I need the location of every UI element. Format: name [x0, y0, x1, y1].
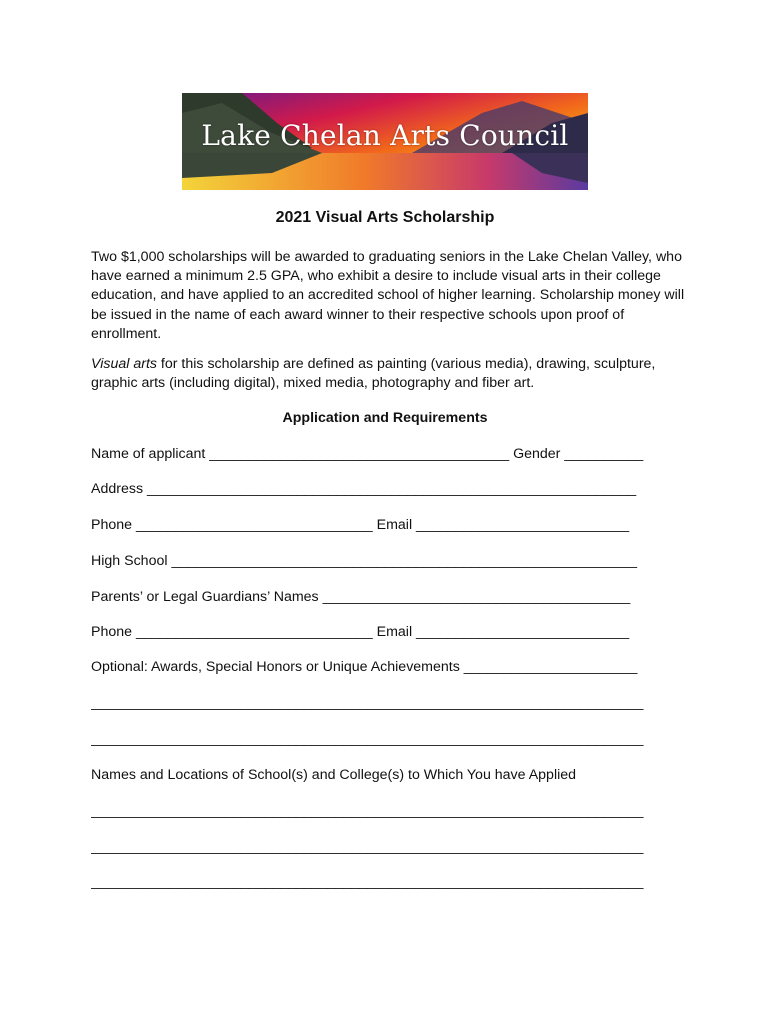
optional-achievements-line[interactable]: Optional: Awards, Special Honors or Unique Achievements ______________________ [91, 659, 638, 675]
blank-line[interactable]: ______________________________________________________________________ [91, 839, 644, 855]
blank-line[interactable]: ______________________________________________________________________ [91, 731, 644, 747]
high-school-line[interactable]: High School ___________________________________________________________ [91, 553, 637, 569]
definition-paragraph [91, 355, 691, 393]
definition-text: for this scholarship are defined as painting (various media), drawing, sculpture, graphic arts (including digital), mixed media, photography and fiber art. [91, 356, 656, 392]
applicant-name-gender-line[interactable]: Name of applicant ______________________________________ Gender __________ [91, 446, 644, 462]
intro-paragraph: Two $1,000 scholarships will be awarded to graduating seniors in the Lake Chelan Valley, who have earned a minimum 2.5 GPA, who exhibit a desire to include visual arts in their college education, and have applied to an accredited school of higher learning. Scholarship money will be issued in the name of each award winner to their respective schools upon proof of enrollment. [91, 249, 685, 342]
blank-line[interactable]: ______________________________________________________________________ [91, 695, 644, 711]
address-line[interactable]: Address ______________________________________________________________ [91, 481, 637, 497]
schools-applied-label: Names and Locations of School(s) and College(s) to Which You have Applied [91, 767, 577, 783]
blank-line[interactable]: ______________________________________________________________________ [91, 803, 644, 819]
phone-email-line-1[interactable]: Phone ______________________________ Email ___________________________ [91, 517, 630, 533]
phone-email-line-2[interactable]: Phone ______________________________ Email ___________________________ [91, 624, 630, 640]
logo-text: Lake Chelan Arts Council [201, 119, 569, 152]
blank-line[interactable]: ______________________________________________________________________ [91, 874, 644, 890]
section-title: Application and Requirements [282, 410, 488, 426]
definition-term: Visual arts [91, 356, 157, 372]
parents-names-line[interactable]: Parents’ or Legal Guardians’ Names _______________________________________ [91, 589, 631, 605]
page-title: 2021 Visual Arts Scholarship [275, 209, 495, 226]
lake-chelan-arts-council-logo [182, 93, 588, 190]
